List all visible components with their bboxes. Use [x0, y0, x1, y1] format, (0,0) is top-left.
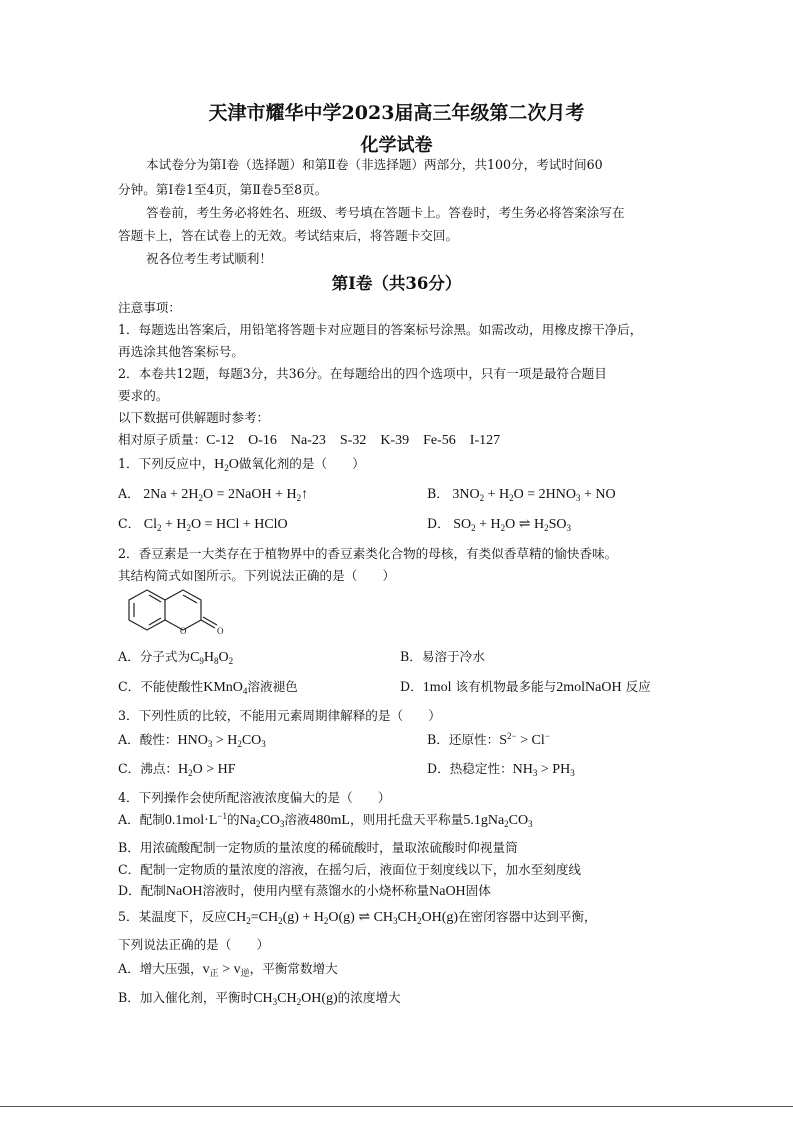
q5-stem: 5．某温度下，反应$CH_2=CH_2(g) + H_2O(g)$ ⇌ $CH_3CH_2OH(g)$在密闭容器中达到平衡， [118, 909, 597, 926]
intro-line-1: 本试卷分为第Ⅰ卷（选择题）和第Ⅱ卷（非选择题）两部分，共100分，考试时间60 [146, 157, 603, 172]
coumarin-structure [125, 584, 235, 636]
q3-option-c[interactable]: C．沸点：$H_2O$ > HF [118, 761, 236, 778]
q3-option-d[interactable]: D．热稳定性：$NH_3 > PH_3$ [427, 761, 575, 778]
q3-option-b[interactable]: B．还原性：$S^{2-} > Cl^-$ [427, 731, 550, 748]
q1-option-a[interactable]: A． $2Na + 2H_2O$ = 2NaOH + $H_2↑$ [118, 486, 309, 503]
atomic-masses-values: C-12 O-16 Na-23 S-32 K-39 Fe-56 I-127 [206, 433, 501, 448]
page-bottom-rule [0, 1106, 793, 1107]
reference-note: 以下数据可供解题时参考： [118, 410, 270, 425]
intro-line-4: 答题卡上，答在试卷上的无效。考试结束后，将答题卡交回。 [118, 228, 459, 243]
exam-subtitle: 化学试卷 [360, 135, 433, 156]
ring-oxygen-label: O [180, 626, 187, 636]
q1-option-b[interactable]: B． $3NO_2 + H_2O = 2HNO_3$ + NO [427, 486, 616, 503]
q2-stem-2: 其结构简式如图所示。下列说法正确的是（ ） [118, 568, 396, 583]
note-1a: 1．每题选出答案后，用铅笔将答题卡对应题目的答案标号涂黑。如需改动，用橡皮擦干净后， [118, 322, 643, 337]
intro-line-3: 答卷前，考生务必将姓名、班级、考号填在答题卡上。答卷时，考生务必将答案涂写在 [146, 205, 625, 220]
q1-stem: 1．下列反应中，$H_2O$做氧化剂的是（ ） [118, 456, 365, 473]
carbonyl-oxygen-label: O [217, 626, 224, 636]
note-2b: 要求的。 [118, 388, 169, 403]
intro-line-2: 分钟。第Ⅰ卷1至4页，第Ⅱ卷5至8页。 [118, 182, 328, 197]
q2-option-c[interactable]: C．不能使酸性KMnO$_4$溶液褪色 [118, 679, 298, 696]
q5-option-a[interactable]: A．增大压强，$v_正 > v_逆$，平衡常数增大 [118, 961, 338, 978]
note-2a: 2．本卷共12题，每题3分，共36分。在每题给出的四个选项中，只有一项是最符合题目 [118, 366, 607, 381]
exam-title: 天津市耀华中学2023届高三年级第二次月考 [208, 102, 585, 124]
q2-option-b[interactable]: B．易溶于冷水 [400, 649, 485, 664]
intro-line-5: 祝各位考生考试顺利！ [146, 251, 272, 266]
q2-stem-1: 2．香豆素是一大类存在于植物界中的香豆素类化合物的母核，有类似香草精的愉快香味。 [118, 546, 618, 561]
q3-stem: 3．下列性质的比较，不能用元素周期律解释的是（ ） [118, 708, 441, 723]
notes-heading: 注意事项： [118, 300, 181, 315]
q4-option-d[interactable]: D．配制NaOH溶液时，使用内壁有蒸馏水的小烧杯称量NaOH固体 [118, 883, 491, 899]
q5-option-b[interactable]: B．加入催化剂，平衡时$CH_3CH_2OH(g)$的浓度增大 [118, 990, 401, 1007]
atomic-masses [118, 430, 500, 451]
q4-option-a[interactable]: A．配制$0.1mol\cdot L^{-1}$的$Na_2CO_3$溶液480mL，则用托盘天平称量$5.1gNa_2CO_3$ [118, 811, 533, 829]
q4-option-b[interactable]: B．用浓硫酸配制一定物质的量浓度的稀硫酸时，量取浓硫酸时仰视量筒 [118, 840, 518, 855]
q2-option-a[interactable]: A．分子式为$C_9H_8O_2$ [118, 649, 234, 666]
q4-option-c[interactable]: C．配制一定物质的量浓度的溶液，在摇匀后，液面位于刻度线以下，加水至刻度线 [118, 862, 582, 877]
q3-option-a[interactable]: A．酸性：$HNO_3 > H_2CO_3$ [118, 732, 266, 749]
section-title: 第Ⅰ卷（共36分） [331, 274, 462, 293]
q5-stem-2: 下列说法正确的是（ ） [118, 937, 270, 952]
note-1b: 再选涂其他答案标号。 [118, 344, 244, 359]
q1-option-d[interactable]: D． $SO_2 + H_2O$ ⇌ $H_2SO_3$ [427, 516, 571, 533]
q4-stem: 4．下列操作会使所配溶液浓度偏大的是（ ） [118, 790, 391, 805]
q1-option-c[interactable]: C． $Cl_2 + H_2O$ = HCl + HClO [118, 516, 288, 533]
atomic-masses-label: 相对原子质量： [118, 432, 207, 447]
q2-option-d[interactable]: D．1mol 该有机物最多能与2molNaOH 反应 [400, 679, 651, 695]
